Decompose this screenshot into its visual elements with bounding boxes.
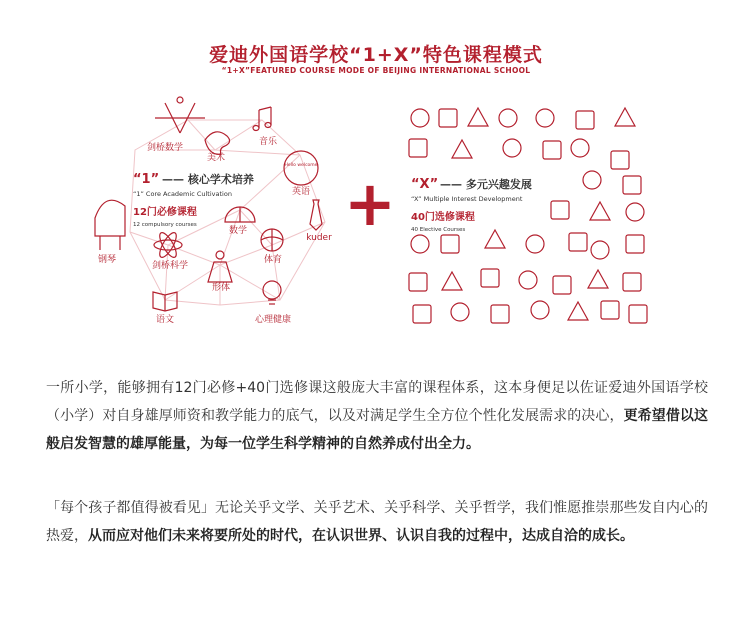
elective-heading: —— 多元兴趣发展 — [440, 178, 532, 191]
elective-course-icon — [491, 305, 509, 323]
paragraph-1-text: 一所小学，能够拥有12门必修+40门选修课这般庞大丰富的课程体系，这本身便足以佐证爱迪外国语学校（小学）对自身雄厚师资和教学能力的底气，以及对满足学生全方位个性化发展需求的决心， — [46, 380, 708, 424]
music-notes-icon — [253, 107, 271, 131]
elective-course-icon — [468, 108, 488, 126]
node-piano: 钢琴 — [97, 255, 117, 265]
elective-course-icon — [503, 139, 521, 157]
protractor-icon — [225, 207, 255, 222]
main-title: 爱迪外国语学校“1+X”特色课程模式 — [209, 44, 543, 66]
speech-bubble-icon — [284, 151, 318, 185]
node-science: 剑桥科学 — [151, 261, 189, 271]
elective-course-icon — [451, 303, 469, 321]
node-chinese: 语文 — [155, 315, 175, 325]
node-english: 英语 — [291, 187, 311, 197]
core-number: “1” — [133, 172, 160, 187]
node-posture: 形体 — [211, 283, 231, 293]
elective-course-icon — [439, 109, 457, 127]
elective-course-icon — [442, 272, 462, 290]
elective-course-icon — [499, 109, 517, 127]
elective-course-icon — [411, 109, 429, 127]
elective-subtitle-en: “X” Multiple Interest Development — [411, 195, 523, 203]
elective-course-icon — [411, 235, 429, 253]
elective-course-icon — [615, 108, 635, 126]
elective-course-icon — [526, 235, 544, 253]
node-art: 美术 — [206, 153, 226, 163]
hello-bubble-text: Hello welcome — [284, 163, 318, 168]
elective-course-icon — [588, 270, 608, 288]
piano-icon — [95, 200, 125, 250]
paragraph-2-text: 「每个孩子都值得被看见」无论关乎文学、关乎艺术、关乎科学、关乎哲学，我们惟愿推崇那些发自内心的热爱， — [46, 500, 708, 544]
node-geometry: 剑桥数学 — [146, 143, 184, 153]
elective-count: 40门选修课程 — [411, 212, 475, 223]
node-pe: 体育 — [263, 255, 283, 265]
node-math: 数学 — [228, 226, 248, 236]
elective-course-icon — [441, 235, 459, 253]
node-kuder: kuder — [306, 233, 332, 243]
elective-course-icon — [571, 139, 589, 157]
elective-course-icon — [576, 111, 594, 129]
elective-course-icon — [629, 305, 647, 323]
paragraph-1-bold: 更希望借以这般启发智慧的雄厚能量，为每一位学生科学精神的自然养成付出全力。 — [46, 408, 708, 452]
elective-course-icon — [409, 139, 427, 157]
elective-course-icon — [481, 269, 499, 287]
paragraph-1 — [46, 374, 708, 458]
elective-course-icon — [413, 305, 431, 323]
elective-course-icon — [452, 140, 472, 158]
node-music: 音乐 — [258, 137, 278, 147]
elective-course-icon — [591, 241, 609, 259]
elective-course-icon — [623, 273, 641, 291]
core-subtitle-en: “1” Core Academic Cultivation — [133, 190, 232, 198]
elective-course-icon — [569, 233, 587, 251]
elective-course-icon — [551, 201, 569, 219]
elective-course-icon — [568, 302, 588, 320]
elective-number: “X” — [411, 177, 439, 192]
elective-course-icon — [531, 301, 549, 319]
elective-course-icon — [519, 271, 537, 289]
elective-course-icon — [485, 230, 505, 248]
english-subtitle: “1+X”FEATURED COURSE MODE OF BEIJING INTERNATIONAL SCHOOL — [221, 66, 531, 75]
core-count: 12门必修课程 — [133, 207, 197, 218]
core-heading: —— 核心学术培养 — [162, 173, 254, 186]
elective-count-en: 40 Elective Courses — [411, 227, 466, 233]
elective-course-icon — [536, 109, 554, 127]
node-psychology: 心理健康 — [254, 315, 292, 325]
elective-course-icon — [626, 235, 644, 253]
elective-course-icon — [611, 151, 629, 169]
elective-course-icon — [409, 273, 427, 291]
elective-course-icon — [626, 203, 644, 221]
elective-label-group — [411, 177, 532, 233]
elective-course-icon — [623, 176, 641, 194]
geometry-icon — [155, 97, 205, 133]
elective-course-icon — [543, 141, 561, 159]
elective-course-icon — [553, 276, 571, 294]
paragraph-2-bold: 从而应对他们未来将要所处的时代，在认识世界、认识自我的过程中，达成自洽的成长。 — [88, 528, 634, 544]
elective-course-icon — [583, 171, 601, 189]
core-label-group — [133, 172, 254, 228]
elective-course-icon — [601, 301, 619, 319]
paragraph-2 — [46, 494, 708, 550]
plus-sign: + — [344, 167, 396, 240]
ball-icon — [261, 229, 283, 251]
elective-course-icon — [590, 202, 610, 220]
core-count-en: 12 compulsory courses — [133, 222, 197, 228]
